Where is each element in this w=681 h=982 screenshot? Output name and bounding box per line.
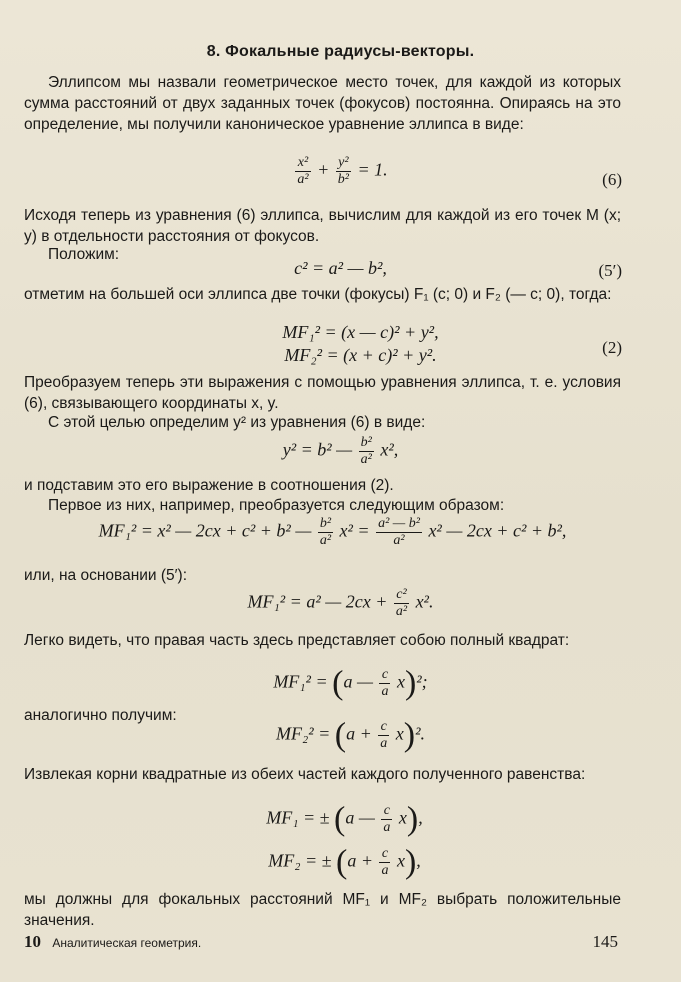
equation-5-prime: c² = a² — b², [294, 258, 387, 278]
section-title: 8. Фокальные радиусы-векторы. [206, 43, 475, 60]
y-squared-over-b-squared: $\frac{\text{y²}}{\text{b²}}$ [337, 155, 349, 187]
paragraph-13: мы должны для фокальных расстояний MF₁ и MF₂ выбрать положительные значения. [24, 891, 621, 929]
paragraph-5: Преобразуем теперь эти выражения с помощью уравнения эллипса, т. е. условия (6), связывающего координаты x, y. [24, 374, 621, 412]
paragraph-10: Легко видеть, что правая часть здесь представляет собою полный квадрат: [24, 632, 570, 649]
b-squared-over-a-squared: $\frac{\text{b²}}{\text{a²}}$ [360, 435, 372, 467]
equation-6: $\frac{\text{x²}}{\text{a²}}$ + $\frac{\text{y²}}{\text{b²}}$ = 1. [297, 155, 388, 187]
x-squared-over-a-squared: $\frac{\text{x²}}{\text{a²}}$ [297, 155, 309, 187]
equation-label-6: (6) [602, 170, 622, 189]
paragraph-4: отметим на большей оси эллипса две точки (фокусы) F₁ (c; 0) и F₂ (— c; 0), тогда: [24, 286, 612, 303]
paragraph-2: Исходя теперь из уравнения (6) эллипса, вычислим для каждой из его точек M (x; y) в отдельности расстояния от фокусов. [24, 207, 621, 245]
equation-2-line-2: MF₂² = (x + c)² + y². [284, 345, 437, 365]
paragraph-3: Положим: [48, 246, 120, 263]
equation-y-squared: y² = b² — $\frac{\text{b²}}{\text{a²}}$ x², [282, 435, 399, 467]
page-number: 145 [592, 932, 618, 951]
paragraph-1: Эллипсом мы назвали геометрическое место точек, для каждой из которых сумма расстояний от двух заданных точек (фокусов) постоянна. Опираясь на это определение, мы получили каноническое уравнение эллипса в виде: [24, 74, 621, 133]
book-title: Аналитическая геометрия. [52, 936, 202, 950]
paragraph-7: и подставим это его выражение в соотношения (2). [24, 477, 394, 494]
b-squared-over-a-squared-2: $\frac{\text{b²}}{\text{a²}}$ [319, 516, 332, 548]
paragraph-12: Извлекая корни квадратные из обеих частей каждого полученного равенства: [24, 766, 586, 783]
c-over-a-2: $\frac{c}{a}$ [380, 719, 388, 751]
signature-number: 10 [24, 932, 41, 951]
paragraph-11: аналогично получим: [24, 707, 177, 724]
equation-mf1-expanded: MF₁² = x² — 2cx + c² + b² — $\frac{\text{b²}}{\text{a²}}$ x² = $\frac{\text{a² — b²}}{\text{a²}}$ x² — 2cx + c² + b², [98, 516, 567, 548]
equation-mf1-square: MF₁² = (a — $\frac{c}{a}$ x)²; [273, 664, 428, 702]
paragraph-9: или, на основании (5′): [24, 567, 188, 584]
equation-label-2: (2) [602, 338, 622, 357]
equation-mf1-simplified: MF₁² = a² — 2cx + $\frac{\text{c²}}{\text{a²}}$ x². [247, 587, 434, 619]
c-over-a-3: $\frac{c}{a}$ [383, 803, 391, 835]
c-over-a-4: $\frac{c}{a}$ [381, 846, 389, 878]
c-over-a-1: $\frac{c}{a}$ [381, 667, 389, 699]
equation-mf1-root: MF₁ = ± (a — $\frac{c}{a}$ x), [266, 800, 423, 838]
equation-mf2-root: MF₂ = ± (a + $\frac{c}{a}$ x), [268, 843, 421, 881]
equation-2-line-1: MF₁² = (x — c)² + y², [282, 322, 439, 342]
a2-minus-b2-over-a2: $\frac{\text{a² — b²}}{\text{a²}}$ [378, 516, 420, 548]
paragraph-6: С этой целью определим y² из уравнения (6) в виде: [48, 414, 426, 431]
footer-left [24, 932, 201, 952]
c-squared-over-a-squared: $\frac{\text{c²}}{\text{a²}}$ [395, 587, 408, 619]
equation-label-5-prime: (5′) [598, 261, 622, 280]
equation-mf2-square: MF₂² = (a + $\frac{c}{a}$ x)². [275, 716, 425, 754]
paragraph-8: Первое из них, например, преобразуется следующим образом: [48, 497, 505, 514]
